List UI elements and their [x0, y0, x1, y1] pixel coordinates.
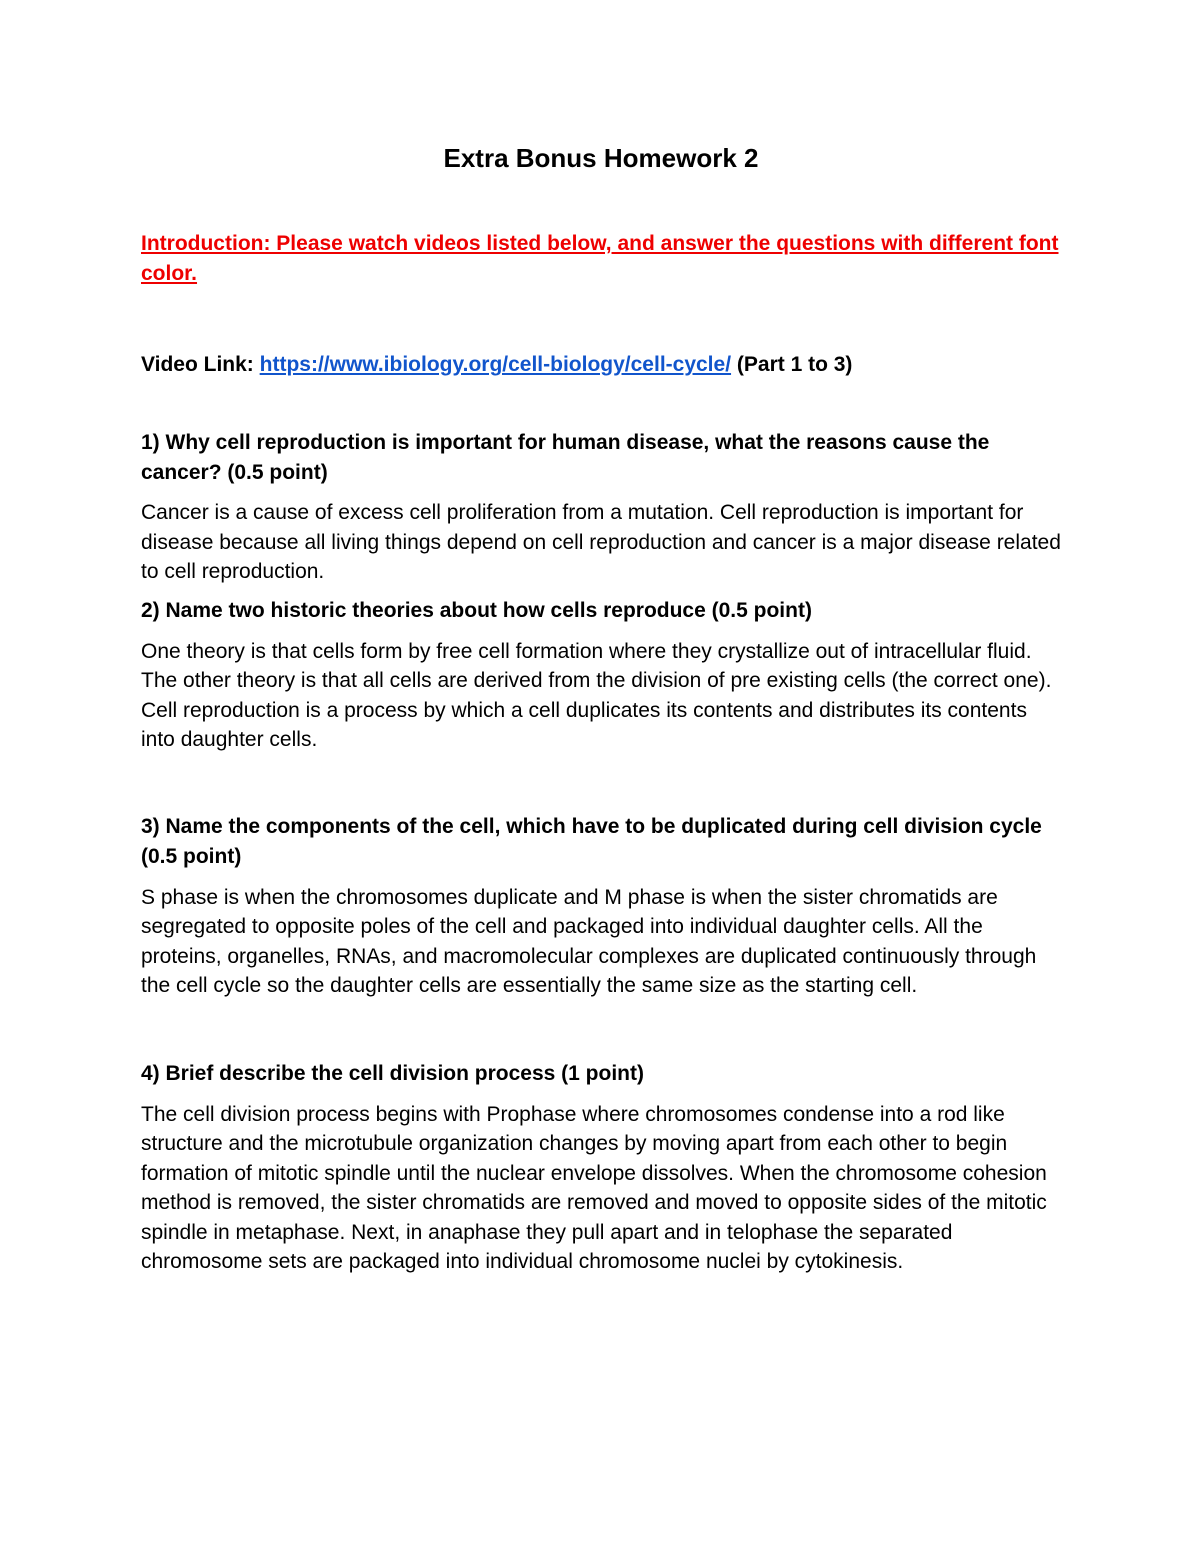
- answer-1: Cancer is a cause of excess cell proliferation from a mutation. Cell reproduction is important for disease because all living things depend on cell reproduction and cancer is a major disease related to cell reproduction.: [141, 501, 1061, 583]
- question-2: 2) Name two historic theories about how cells reproduce (0.5 point): [141, 598, 812, 622]
- answer-3: S phase is when the chromosomes duplicate and M phase is when the sister chromatids are segregated to opposite poles of the cell and packaged into individual daughter cells. All the proteins, organelles, RNAs, and macromolecular complexes are duplicated continuously through the cell cycle so the daughter cells are essentially the same size as the starting cell.: [141, 885, 1037, 997]
- question-1: 1) Why cell reproduction is important for human disease, what the reasons cause the cancer? (0.5 point): [141, 431, 990, 484]
- question-3: 3) Name the components of the cell, which have to be duplicated during cell division cycle (0.5 point): [141, 814, 1042, 868]
- question-4: 4) Brief describe the cell division process (1 point): [141, 1061, 644, 1085]
- introduction-text: Introduction: Please watch videos listed below, and answer the questions with different font color.: [141, 232, 1059, 285]
- video-link-label: Video Link:: [141, 353, 254, 376]
- answer-2: One theory is that cells form by free cell formation where they crystallize out of intracellular fluid. The other theory is that all cells are derived from the division of pre existing cells (the correct one). Cell reproduction is a process by which a cell duplicates its contents and distributes its contents into daughter cells.: [141, 639, 1052, 751]
- video-link-suffix: (Part 1 to 3): [736, 353, 853, 376]
- answer-4: The cell division process begins with Prophase where chromosomes condense into a rod like structure and the microtubule organization changes by moving apart from each other to begin formation of mitotic spindle until the nuclear envelope dissolves. When the chromosome cohesion method is removed, the sister chromatids are removed and moved to opposite sides of the mitotic spindle in metaphase. Next, in anaphase they pull apart and in telophase the separated chromosome sets are packaged into individual chromosome nuclei by cytokinesis.: [141, 1102, 1047, 1273]
- video-link-line: [141, 350, 1061, 380]
- document-title: Extra Bonus Homework 2: [443, 143, 759, 173]
- document-body: [141, 142, 1061, 1277]
- video-link[interactable]: https://www.ibiology.org/cell-biology/cell-cycle/: [259, 353, 732, 376]
